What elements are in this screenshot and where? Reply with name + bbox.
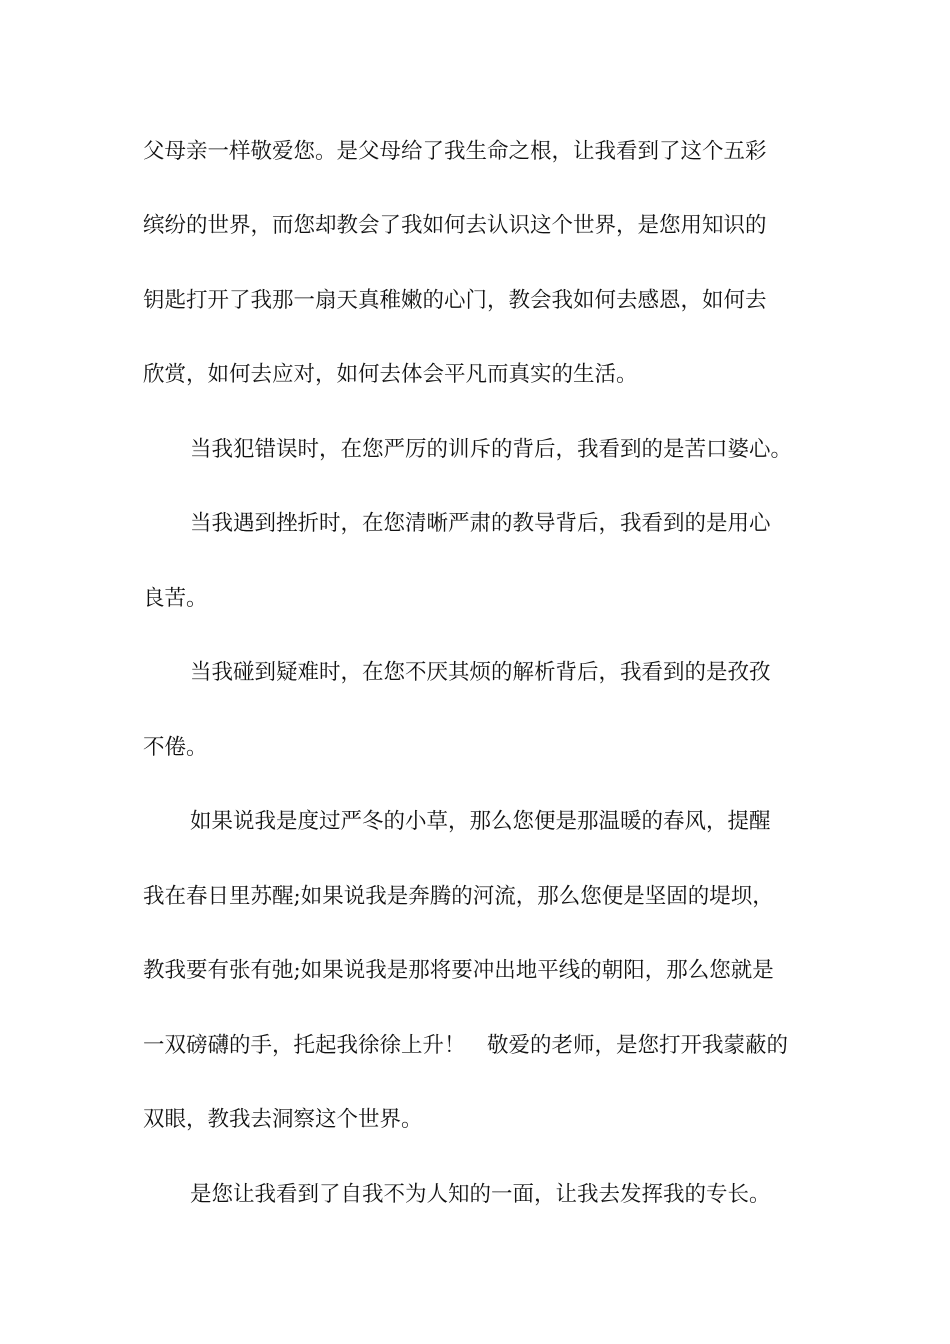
- text-line-2: 缤纷的世界，而您却教会了我如何去认识这个世界，是您用知识的: [143, 213, 767, 238]
- text-line-6: 当我遇到挫折时，在您清晰严肃的教导背后，我看到的是用心: [190, 511, 771, 536]
- text-line-9: 不倦。: [143, 735, 208, 760]
- text-line-10: 如果说我是度过严冬的小草，那么您便是那温暖的春风，提醒: [190, 809, 771, 834]
- text-line-8: 当我碰到疑难时，在您不厌其烦的解析背后，我看到的是孜孜: [190, 660, 771, 685]
- text-line-4: 欣赏，如何去应对，如何去体会平凡而真实的生活。: [143, 362, 638, 387]
- text-line-5: 当我犯错误时，在您严厉的训斥的背后，我看到的是苦口婆心。: [190, 437, 793, 462]
- text-line-11: 我在春日里苏醒;如果说我是奔腾的河流，那么您便是坚固的堤坝，: [143, 884, 774, 909]
- text-line-1: 父母亲一样敬爱您。是父母给了我生命之根，让我看到了这个五彩: [143, 139, 767, 164]
- text-line-12: 教我要有张有弛;如果说我是那将要冲出地平线的朝阳，那么您就是: [143, 958, 774, 983]
- text-line-15: 是您让我看到了自我不为人知的一面，让我去发挥我的专长。: [190, 1182, 771, 1207]
- text-line-3: 钥匙打开了我那一扇天真稚嫩的心门，教会我如何去感恩，如何去: [143, 288, 767, 313]
- text-line-14: 双眼，教我去洞察这个世界。: [143, 1107, 423, 1132]
- text-line-7: 良苦。: [143, 586, 208, 611]
- text-line-13: 一双磅礴的手，托起我徐徐上升！ 敬爱的老师，是您打开我蒙蔽的: [143, 1033, 789, 1058]
